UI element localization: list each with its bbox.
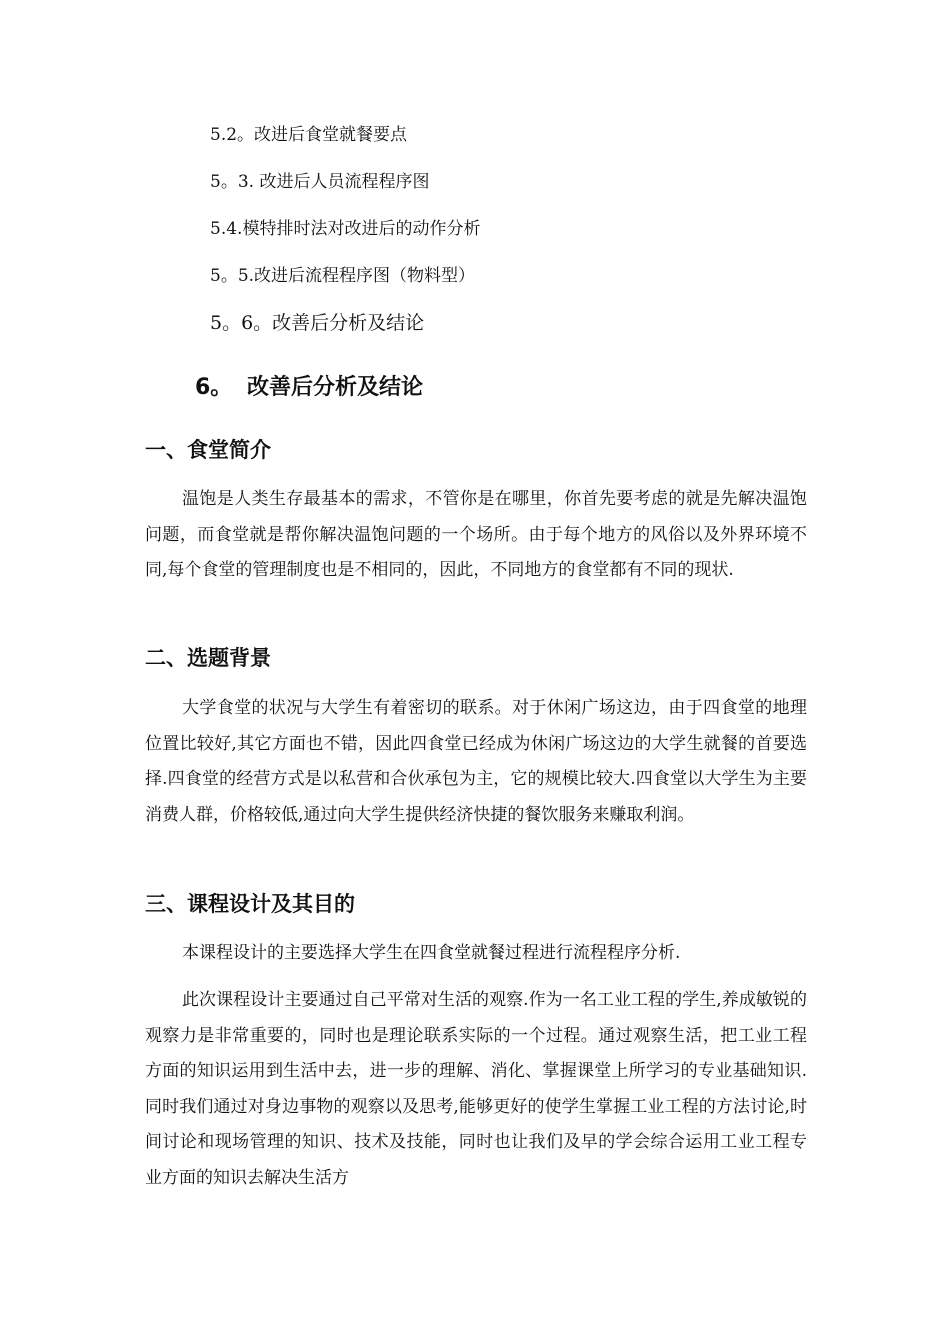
section-3-heading: 三、课程设计及其目的 [145, 892, 355, 916]
table-of-contents [210, 120, 810, 355]
chapter-6-number: 6。 [195, 375, 233, 400]
section-1-heading: 一、食堂简介 [145, 438, 271, 462]
toc-item-5-5: 5。5.改进后流程程序图（物料型） [210, 266, 476, 286]
section-2-paragraph: 大学食堂的状况与大学生有着密切的联系。对于休闲广场这边，由于四食堂的地理位置比较好,其它方面也不错，因此四食堂已经成为休闲广场这边的大学生就餐的首要选择.四食堂的经营方式是以私营和合伙承包为主，它的规模比较大.四食堂以大学生为主要消费人群，价格较低,通过向大学生提供经济快捷的餐饮服务来赚取利润。 [145, 698, 807, 825]
toc-item-5-3: 5。3. 改进后人员流程程序图 [210, 172, 430, 192]
chapter-6-title: 改善后分析及结论 [247, 375, 424, 400]
toc-item-5-4: 5.4.模特排时法对改进后的动作分析 [210, 219, 481, 239]
chapter-6-heading [195, 368, 423, 408]
section-3-paragraph-1: 本课程设计的主要选择大学生在四食堂就餐过程进行流程程序分析. [182, 943, 681, 963]
toc-item-5-6: 5。6。改善后分析及结论 [210, 312, 425, 334]
section-3-paragraph-2: 此次课程设计主要通过自己平常对生活的观察.作为一名工业工程的学生,养成敏锐的观察力是非常重要的，同时也是理论联系实际的一个过程。通过观察生活，把工业工程方面的知识运用到生活中去，进一步的理解、消化、掌握课堂上所学习的专业基础知识.同时我们通过对身边事物的观察以及思考,能够更好的使学生掌握工业工程的方法讨论,时间讨论和现场管理的知识、技术及技能，同时也让我们及早的学会综合运用工业工程专业方面的知识去解决生活方 [145, 990, 807, 1188]
section-2-heading: 二、选题背景 [145, 646, 271, 670]
section-1-paragraph: 温饱是人类生存最基本的需求，不管你是在哪里，你首先要考虑的就是先解决温饱问题，而食堂就是帮你解决温饱问题的一个场所。由于每个地方的风俗以及外界环境不同,每个食堂的管理制度也是不相同的，因此，不同地方的食堂都有不同的现状. [145, 489, 807, 580]
toc-item-5-2: 5.2。改进后食堂就餐要点 [210, 125, 408, 145]
